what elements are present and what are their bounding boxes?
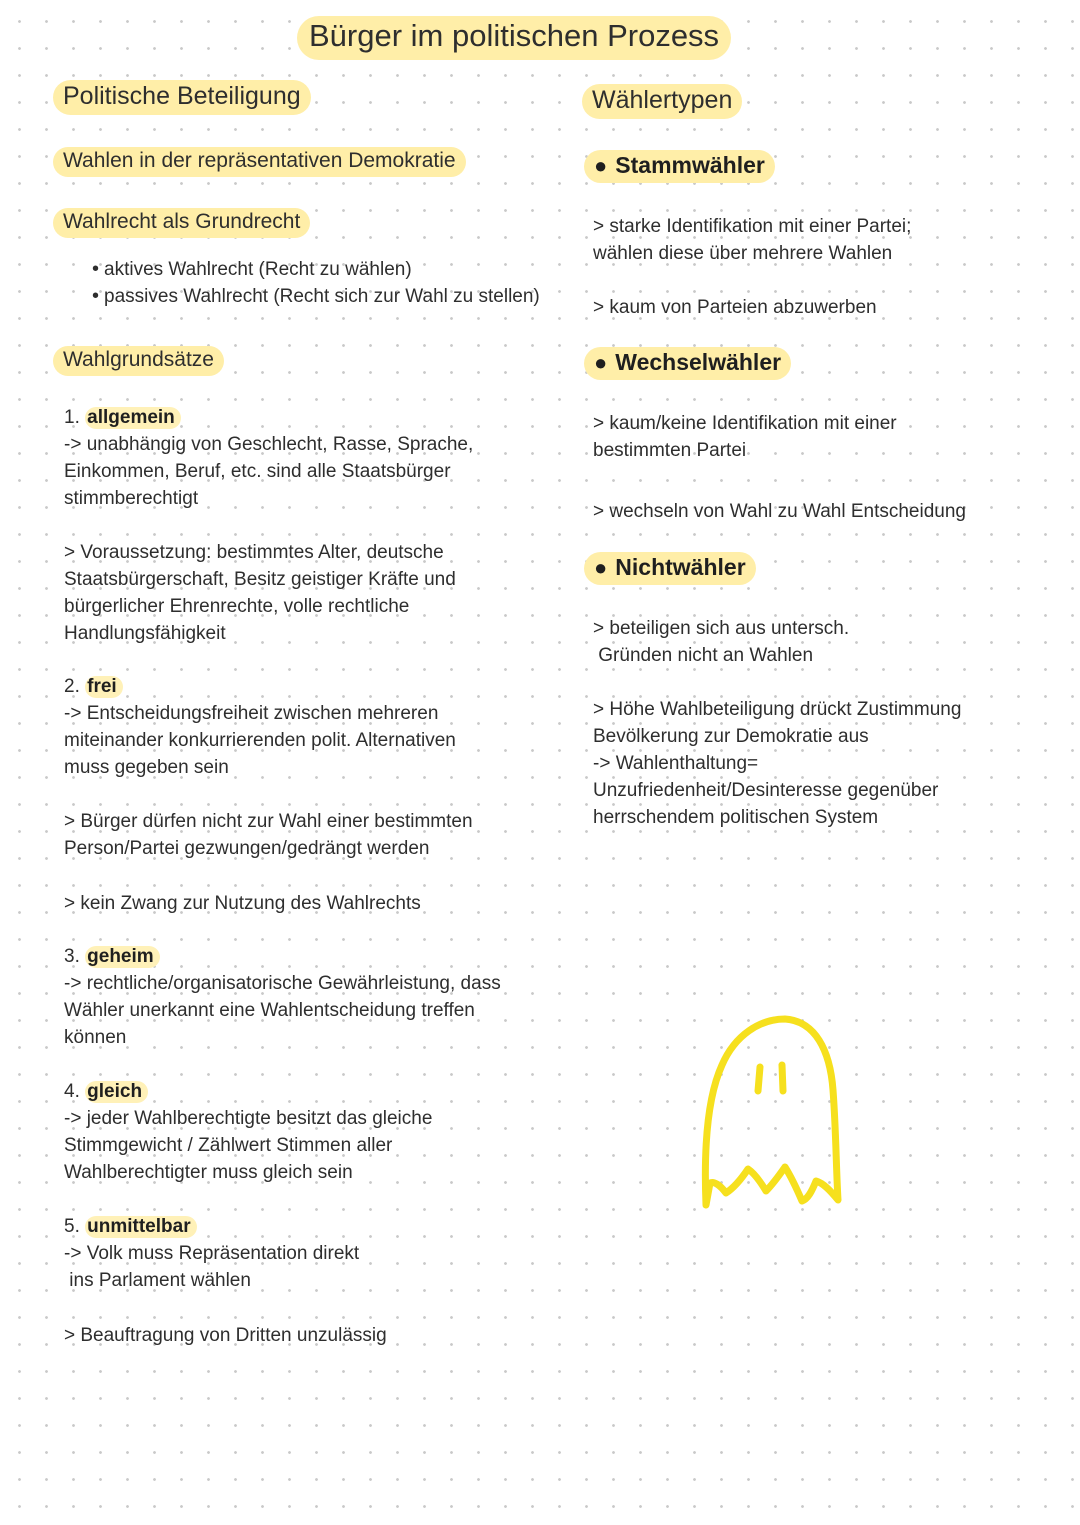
principle-name: unmittelbar	[85, 1216, 196, 1238]
type-wechselwaehler: ● Wechselwähler	[584, 347, 791, 380]
note-buerger-zwang: > Bürger dürfen nicht zur Wahl einer bestimmten Person/Partei gezwungen/gedrängt werden	[64, 811, 473, 859]
list-item: • aktives Wahlrecht (Recht zu wählen)	[92, 258, 412, 280]
principle-name: geheim	[85, 946, 160, 968]
note-nichtwaehler-wahlbeteiligung: > Höhe Wahlbeteiligung drückt Zustimmung Bevölkerung zur Demokratie aus -> Wahlenthaltung= Unzufriedenheit/Desinteresse gegenüber herrschendem politischen System	[593, 699, 962, 828]
heading-wahlrecht-grundrecht: Wahlrecht als Grundrecht	[53, 208, 310, 238]
principle-allgemein: 1. allgemein -> unabhängig von Geschlecht, Rasse, Sprache, Einkommen, Beruf, etc. sind alle Staatsbürger stimmberechtigt	[64, 407, 474, 509]
note-stammwaehler-abwerben: > kaum von Parteien abzuwerben	[593, 297, 877, 318]
page-title: Bürger im politischen Prozess	[297, 16, 731, 60]
list-item: • passives Wahlrecht (Recht sich zur Wahl zu stellen)	[92, 285, 540, 307]
type-stammwaehler: ● Stammwähler	[584, 150, 775, 183]
principle-name: frei	[85, 676, 123, 698]
heading-politische-beteiligung: Politische Beteiligung	[53, 80, 311, 115]
bullet-icon: ●	[594, 153, 608, 178]
principle-unmittelbar: 5. unmittelbar -> Volk muss Repräsentation direkt ins Parlament wählen	[64, 1216, 360, 1291]
note-wechselwaehler-wechseln: > wechseln von Wahl zu Wahl Entscheidung	[593, 501, 966, 522]
principle-name: gleich	[85, 1081, 148, 1103]
ghost-doodle-icon	[690, 1005, 850, 1220]
heading-waehlertypen: Wählertypen	[582, 84, 742, 119]
note-nichtwaehler-gruende: > beteiligen sich aus untersch. Gründen nicht an Wahlen	[593, 618, 850, 666]
principle-gleich: 4. gleich -> jeder Wahlberechtigte besitzt das gleiche Stimmgewicht / Zählwert Stimmen aller Wahlberechtigter muss gleich sein	[64, 1081, 433, 1183]
note-beauftragung: > Beauftragung von Dritten unzulässig	[64, 1325, 387, 1346]
bullet-icon: ●	[594, 350, 608, 375]
note-wechselwaehler-identifikation: > kaum/keine Identifikation mit einer bestimmten Partei	[593, 413, 897, 461]
note-voraussetzung: > Voraussetzung: bestimmtes Alter, deutsche Staatsbürgerschaft, Besitz geistiger Kräfte und bürgerlicher Ehrenrechte, volle rechtliche Handlungsfähigkeit	[64, 542, 456, 644]
bullet-icon: ●	[594, 555, 608, 580]
heading-wahlgrundsaetze: Wahlgrundsätze	[53, 346, 224, 376]
type-nichtwaehler: ● Nichtwähler	[584, 552, 756, 585]
principle-name: allgemein	[85, 407, 181, 429]
principle-geheim: 3. geheim -> rechtliche/organisatorische Gewährleistung, dass Wähler unerkannt eine Wahlentscheidung treffen können	[64, 946, 501, 1048]
note-stammwaehler-identifikation: > starke Identifikation mit einer Partei; wählen diese über mehrere Wahlen	[593, 216, 912, 264]
rights-list	[92, 256, 540, 310]
principle-frei: 2. frei -> Entscheidungsfreiheit zwischen mehreren miteinander konkurrierenden polit. Alternativen muss gegeben sein	[64, 676, 456, 778]
note-kein-zwang: > kein Zwang zur Nutzung des Wahlrechts	[64, 893, 421, 914]
heading-wahlen-demokratie: Wahlen in der repräsentativen Demokratie	[53, 147, 466, 177]
